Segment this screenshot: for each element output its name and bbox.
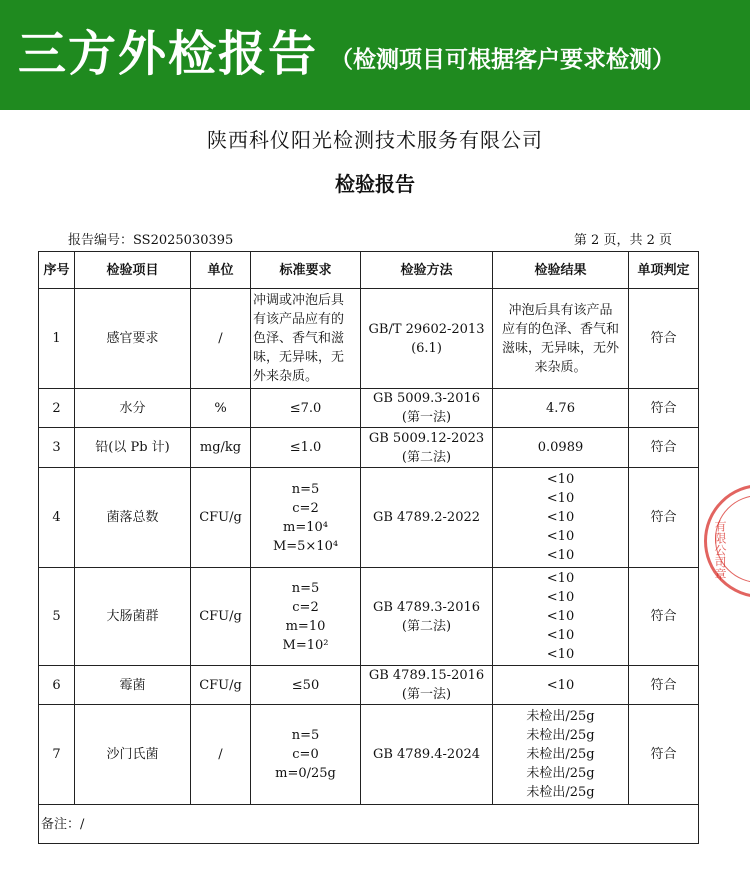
- result-cell: [493, 289, 629, 389]
- page-info: 第 2 页，共 2 页: [573, 233, 672, 248]
- method-cell: [361, 468, 493, 568]
- result-cell: [493, 428, 629, 468]
- seal-text: 有限公司章: [713, 520, 727, 580]
- result-cell-line: 未检出/25g: [526, 747, 595, 762]
- method-cell-line: GB 4789.2-2022: [372, 510, 481, 525]
- method-cell: [361, 289, 493, 389]
- method-cell-line: (第二法): [401, 449, 452, 465]
- result-cell-line: 未检出/25g: [526, 728, 595, 743]
- method-cell-line: (第一法): [401, 410, 452, 425]
- method-cell-line: GB 4789.15-2016: [368, 668, 485, 683]
- result-cell-line: 未检出/25g: [526, 709, 595, 724]
- result-cell-line: 4.76: [546, 400, 575, 416]
- unit-cell: CFU/g: [191, 666, 251, 705]
- table-row: [39, 289, 699, 389]
- method-cell: [361, 428, 493, 468]
- result-cell-line: <10: [546, 628, 575, 643]
- header-cell: 标准要求: [251, 252, 361, 289]
- header-cell: 检验方法: [361, 252, 493, 289]
- std-cell-line: 外来杂质。: [253, 369, 319, 384]
- note-row: [39, 805, 699, 844]
- method-cell: [361, 705, 493, 805]
- method-cell: [361, 666, 493, 705]
- result-cell-line: <10: [546, 677, 575, 693]
- std-cell-line: 色泽、香气和滋: [253, 331, 345, 346]
- method-cell-line: GB 5009.3-2016: [372, 391, 481, 406]
- header-cell: 检验结果: [493, 252, 629, 289]
- inspection-table: [38, 251, 699, 844]
- method-cell-line: GB 4789.3-2016: [372, 599, 481, 615]
- report-number: 报告编号：SS2025030395: [68, 233, 234, 248]
- no-cell: 1: [39, 289, 75, 389]
- result-cell: [493, 705, 629, 805]
- method-cell-line: (第一法): [401, 687, 452, 702]
- result-cell-line: <10: [546, 472, 575, 487]
- result-cell-line: 冲泡后具有该产品: [508, 302, 613, 318]
- method-cell-line: (6.1): [411, 340, 442, 356]
- std-cell-line: ≤7.0: [289, 400, 322, 416]
- banner-subtitle: （检测项目可根据客户要求检测）: [330, 47, 675, 73]
- no-cell: 4: [39, 468, 75, 568]
- table-row: [39, 666, 699, 705]
- verdict-cell: 符合: [629, 568, 699, 666]
- item-cell: 菌落总数: [75, 468, 191, 568]
- item-cell: 感官要求: [75, 289, 191, 389]
- std-cell-line: m=10⁴: [283, 519, 328, 535]
- std-cell-line: n=5: [291, 728, 320, 743]
- std-cell-line: ≤1.0: [289, 440, 322, 455]
- result-cell-line: 滋味，无异味，无外: [501, 340, 619, 356]
- unit-cell: /: [191, 705, 251, 805]
- std-cell-line: 有该产品应有的: [253, 312, 345, 327]
- std-cell: [251, 468, 361, 568]
- method-cell-line: (第二法): [401, 618, 452, 634]
- note-cell: 备注：/: [39, 805, 699, 844]
- result-cell-line: <10: [546, 529, 575, 544]
- result-cell-line: <10: [546, 647, 575, 662]
- verdict-cell: 符合: [629, 666, 699, 705]
- method-cell: [361, 389, 493, 428]
- company-name: 陕西科仪阳光检测技术服务有限公司: [207, 128, 543, 152]
- std-cell-line: 冲调或冲泡后具: [253, 293, 345, 308]
- no-cell: 7: [39, 705, 75, 805]
- table-row: [39, 705, 699, 805]
- header-cell: 检验项目: [75, 252, 191, 289]
- table-row: [39, 468, 699, 568]
- unit-cell: %: [191, 389, 251, 428]
- table-row: [39, 428, 699, 468]
- result-cell-line: 来杂质。: [534, 359, 587, 375]
- verdict-cell: 符合: [629, 389, 699, 428]
- method-cell-line: GB/T 29602-2013: [368, 321, 485, 337]
- std-cell-line: m=10: [285, 618, 326, 634]
- verdict-cell: 符合: [629, 289, 699, 389]
- std-cell: [251, 666, 361, 705]
- header-cell: 序号: [39, 252, 75, 289]
- std-cell: [251, 568, 361, 666]
- std-cell-line: c=2: [292, 500, 319, 516]
- table-row: [39, 389, 699, 428]
- result-cell-line: 应有的色泽、香气和: [501, 321, 619, 337]
- std-cell-line: ≤50: [291, 677, 320, 693]
- result-cell-line: <10: [546, 609, 575, 624]
- result-cell: [493, 468, 629, 568]
- result-cell: [493, 568, 629, 666]
- std-cell-line: n=5: [291, 580, 320, 596]
- item-cell: 水分: [75, 389, 191, 428]
- std-cell-line: 味，无异味，无: [253, 350, 345, 365]
- result-cell-line: <10: [546, 548, 575, 563]
- no-cell: 5: [39, 568, 75, 666]
- result-cell-line: 未检出/25g: [526, 785, 595, 800]
- std-cell-line: m=0/25g: [275, 766, 336, 781]
- std-cell: [251, 389, 361, 428]
- std-cell-line: c=2: [292, 599, 319, 615]
- result-cell-line: <10: [546, 510, 575, 525]
- top-banner: [0, 0, 750, 110]
- header-cell: 单位: [191, 252, 251, 289]
- item-cell: 铅(以 Pb 计): [75, 428, 191, 468]
- std-cell-line: n=5: [291, 481, 320, 497]
- verdict-cell: 符合: [629, 468, 699, 568]
- result-cell-line: 0.0989: [537, 440, 584, 455]
- unit-cell: CFU/g: [191, 568, 251, 666]
- banner-title: 三方外检报告: [18, 26, 319, 82]
- no-cell: 3: [39, 428, 75, 468]
- std-cell: [251, 705, 361, 805]
- std-cell-line: c=0: [292, 747, 319, 762]
- unit-cell: CFU/g: [191, 468, 251, 568]
- std-cell: [251, 289, 361, 389]
- verdict-cell: 符合: [629, 428, 699, 468]
- verdict-cell: 符合: [629, 705, 699, 805]
- result-cell-line: <10: [546, 571, 575, 586]
- std-cell-line: M=5×10⁴: [272, 538, 339, 554]
- table-header-row: [39, 252, 699, 289]
- method-cell: [361, 568, 493, 666]
- result-cell: [493, 389, 629, 428]
- table-row: [39, 568, 699, 666]
- method-cell-line: GB 4789.4-2024: [372, 747, 481, 762]
- no-cell: 6: [39, 666, 75, 705]
- std-cell-line: M=10²: [282, 637, 329, 653]
- unit-cell: mg/kg: [191, 428, 251, 468]
- unit-cell: /: [191, 289, 251, 389]
- report-title: 检验报告: [335, 172, 415, 196]
- result-cell: [493, 666, 629, 705]
- std-cell: [251, 428, 361, 468]
- item-cell: 霉菌: [75, 666, 191, 705]
- result-cell-line: 未检出/25g: [526, 766, 595, 781]
- result-cell-line: <10: [546, 491, 575, 506]
- method-cell-line: GB 5009.12-2023: [368, 430, 485, 446]
- item-cell: 大肠菌群: [75, 568, 191, 666]
- no-cell: 2: [39, 389, 75, 428]
- item-cell: 沙门氏菌: [75, 705, 191, 805]
- header-cell: 单项判定: [629, 252, 699, 289]
- result-cell-line: <10: [546, 590, 575, 605]
